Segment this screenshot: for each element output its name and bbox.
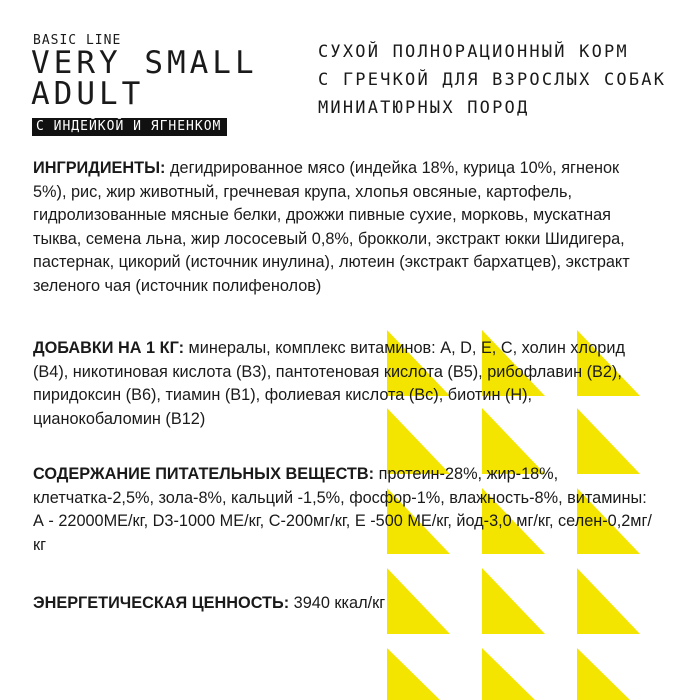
nutrition-text: протеин-28%, жир-18%, клетчатка-2,5%, зола-8%, кальций -1,5%, фосфор-1%, влажность-8%, витамины: А - 22000МЕ/кг, D3-1000 МЕ/кг, С-200мг/кг, Е -500 МЕ/кг, йод-3,0 мг/кг, селен-0,2мг/кг <box>33 465 652 554</box>
description-line-3: МИНИАТЮРНЫХ ПОРОД <box>318 98 530 118</box>
description-line-2: С ГРЕЧКОЙ ДЛЯ ВЗРОСЛЫХ СОБАК <box>318 70 667 90</box>
energy-label: ЭНЕРГЕТИЧЕСКАЯ ЦЕННОСТЬ: <box>33 594 290 612</box>
nutrition-section <box>33 463 653 557</box>
product-description <box>318 38 678 122</box>
ingredients-label: ИНГРИДИЕНТЫ: <box>33 159 166 177</box>
energy-section <box>33 592 653 616</box>
ingredients-section <box>33 157 653 298</box>
product-name-line-1: VERY SMALL <box>31 45 258 81</box>
energy-text: 3940 ккал/кг <box>289 594 386 612</box>
additives-label: ДОБАВКИ НА 1 КГ: <box>33 339 185 357</box>
product-name-line-2: ADULT <box>31 76 145 112</box>
description-line-1: СУХОЙ ПОЛНОРАЦИОННЫЙ КОРМ <box>318 42 629 62</box>
ingredients-text: дегидрированное мясо (индейка 18%, курица 10%, ягненок 5%), рис, жир животный, гречневая крупа, хлопья овсяные, картофель, гидролизованные мясные белки, дрожжи пивные сухие, морковь, мускатная тыква, семена льна, жир лососевый 0,8%, брокколи, экстракт юкки Шидигера, пастернак, цикорий (источник инулина), лютеин (экстракт бархатцев), экстракт зеленого чая (источник полифенолов) <box>33 159 630 295</box>
nutrition-label: СОДЕРЖАНИЕ ПИТАТЕЛЬНЫХ ВЕЩЕСТВ: <box>33 465 375 483</box>
product-line-label: BASIC LINE <box>33 33 122 48</box>
additives-text: минералы, комплекс витаминов: A, D, E, C, холин хлорид (B4), никотиновая кислота (B3), пантотеновая кислота (B5), рибофлавин (B2), пиридоксин (B6), тиамин (B1), фолиевая кислота (Bc), биотин (H), цианокобаломин (B12) <box>33 339 625 428</box>
additives-section <box>33 337 653 431</box>
flavor-tag: С ИНДЕЙКОЙ И ЯГНЕНКОМ <box>32 118 227 136</box>
product-name <box>31 45 258 112</box>
